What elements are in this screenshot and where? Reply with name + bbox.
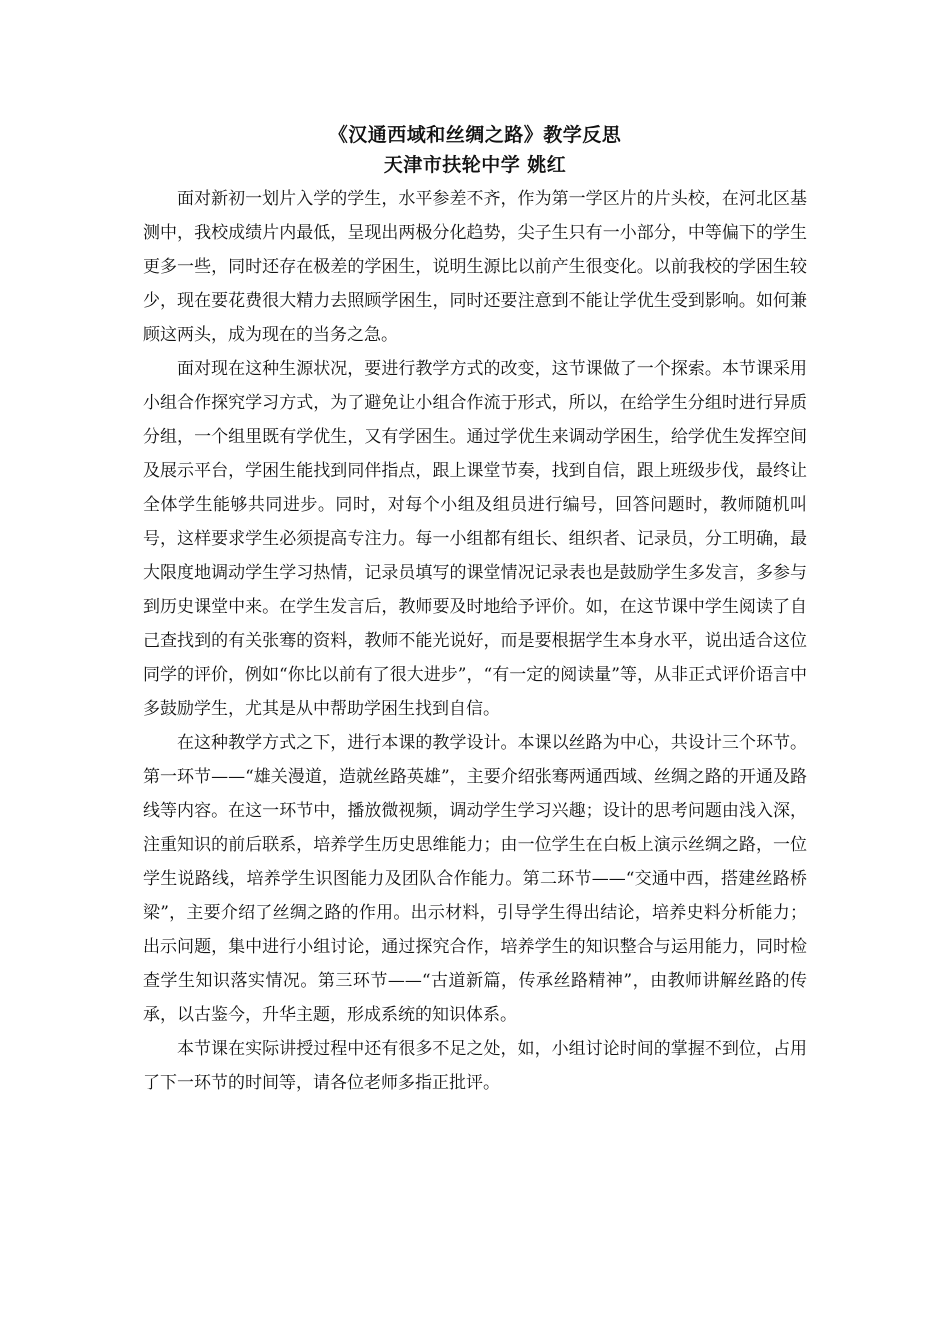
document-page bbox=[143, 120, 807, 1100]
paragraph-1: 面对新初一划片入学的学生，水平参差不齐，作为第一学区片的片头校，在河北区基测中，我校成绩片内最低，呈现出两极分化趋势，尖子生只有一小部分，中等偏下的学生更多一些，同时还存在极差的学困生，说明生源比以前产生很变化。以前我校的学困生较少，现在要花费很大精力去照顾学困生，同时还要注意到不能让学优生受到影响。如何兼顾这两头，成为现在的当务之急。 bbox=[143, 189, 807, 345]
paragraph-3: 在这种教学方式之下，进行本课的教学设计。本课以丝路为中心，共设计三个环节。第一环节——“雄关漫道，造就丝路英雄”，主要介绍张骞两通西域、丝绸之路的开通及路线等内容。在这一环节中，播放微视频，调动学生学习兴趣；设计的思考问题由浅入深，注重知识的前后联系，培养学生历史思维能力；由一位学生在白板上演示丝绸之路，一位学生说路线，培养学生识图能力及团队合作能力。第二环节——“交通中西，搭建丝路桥梁”，主要介绍了丝绸之路的作用。出示材料，引导学生得出结论，培养史料分析能力；出示问题，集中进行小组讨论，通过探究合作，培养学生的知识整合与运用能力，同时检查学生知识落实情况。第三环节——“古道新篇，传承丝路精神”，由教师讲解丝路的传承，以古鉴今，升华主题，形成系统的知识体系。 bbox=[143, 733, 807, 1025]
document-title: 《汉通西域和丝绸之路》教学反思 bbox=[328, 124, 622, 146]
document-author: 天津市扶轮中学 姚红 bbox=[383, 154, 567, 176]
paragraph-2: 面对现在这种生源状况，要进行教学方式的改变，这节课做了一个探索。本节课采用小组合作探究学习方式，为了避免让小组合作流于形式，所以，在给学生分组时进行异质分组，一个组里既有学优生，又有学困生。通过学优生来调动学困生，给学优生发挥空间及展示平台，学困生能找到同伴指点，跟上课堂节奏，找到自信，跟上班级步伐，最终让全体学生能够共同进步。同时，对每个小组及组员进行编号，回答问题时，教师随机叫号，这样要求学生必须提高专注力。每一小组都有组长、组织者、记录员，分工明确，最大限度地调动学生学习热情，记录员填写的课堂情况记录表也是鼓励学生多发言，多参与到历史课堂中来。在学生发言后，教师要及时地给予评价。如，在这节课中学生阅读了自己查找到的有关张骞的资料，教师不能光说好，而是要根据学生本身水平，说出适合这位同学的评价，例如“你比以前有了很大进步”，“有一定的阅读量”等，从非正式评价语言中多鼓励学生，尤其是从中帮助学困生找到自信。 bbox=[143, 359, 807, 719]
paragraph-4: 本节课在实际讲授过程中还有很多不足之处，如，小组讨论时间的掌握不到位，占用了下一环节的时间等，请各位老师多指正批评。 bbox=[143, 1039, 807, 1093]
